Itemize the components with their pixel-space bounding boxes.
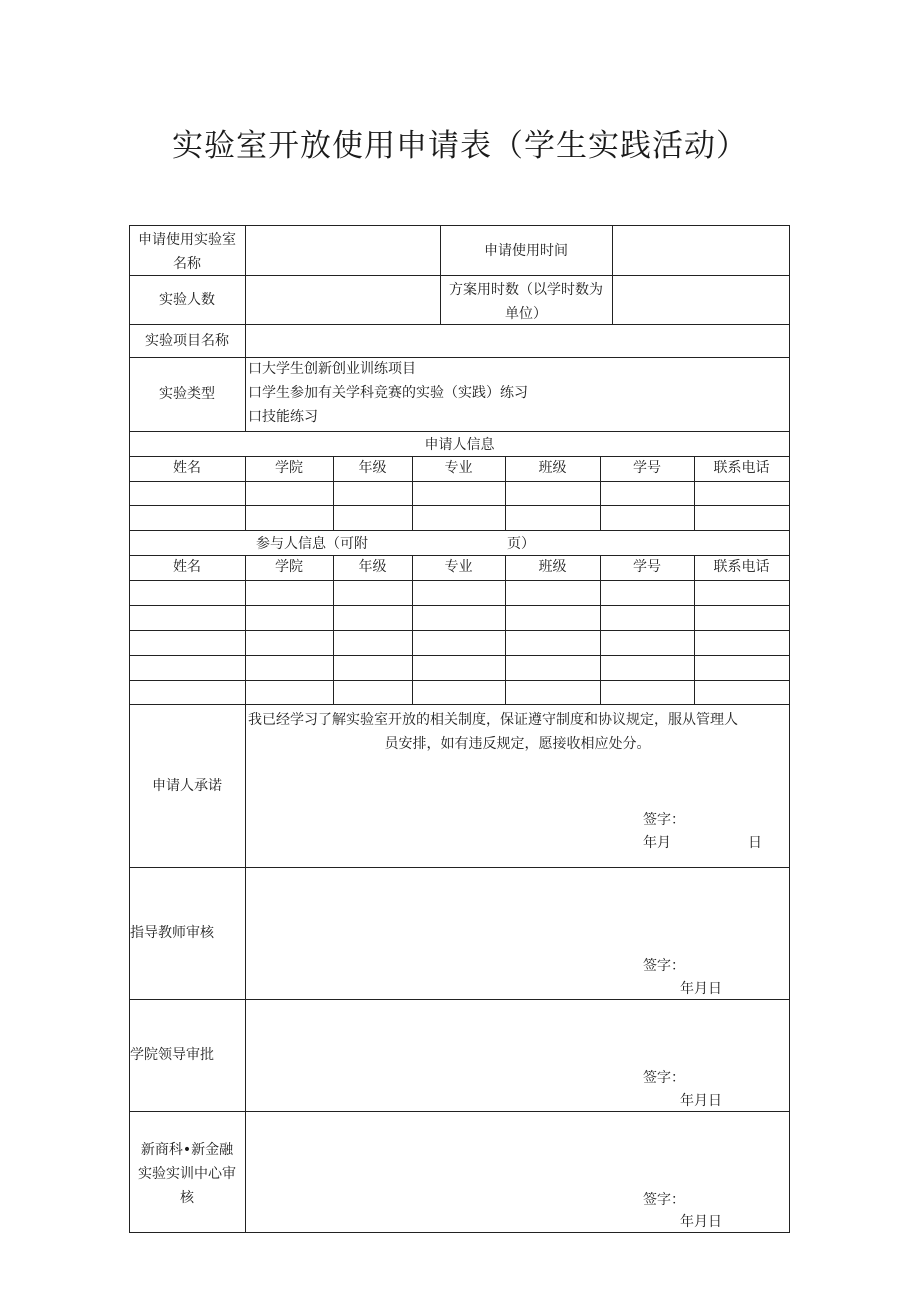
type-options (248, 357, 788, 429)
column-header: 班级 (538, 559, 567, 575)
participant-row[interactable] (130, 681, 789, 704)
column-header: 学院 (275, 460, 303, 476)
time-label: 申请使用时间 (484, 243, 568, 259)
teacher-review-label: 指导教师审核 (130, 925, 214, 941)
commitment-label: 申请人承诺 (152, 778, 222, 794)
college-approval-field[interactable] (246, 1000, 789, 1060)
participant-row[interactable] (130, 606, 789, 630)
column-header: 专业 (444, 460, 473, 476)
page-title: 实验室开放使用申请表（学生实践活动） (172, 128, 748, 164)
column-header: 学院 (275, 559, 303, 575)
teacher-sign-label: 签字： (643, 958, 685, 974)
center-review-label: 新商科•新金融 实验实训中心审 核 (138, 1142, 236, 1206)
column-header: 学号 (633, 559, 661, 575)
project-field[interactable] (246, 325, 789, 357)
teacher-date: 年月日 (680, 981, 722, 997)
rule (129, 530, 790, 531)
applicant-section-title: 申请人信息 (424, 437, 495, 453)
commitment-sign-label: 签字： (643, 812, 685, 828)
people-field[interactable] (246, 276, 440, 324)
column-header: 专业 (444, 559, 473, 575)
college-date: 年月日 (680, 1093, 722, 1109)
college-approval-label: 学院领导审批 (130, 1047, 214, 1063)
project-label: 实验项目名称 (145, 333, 229, 349)
people-label: 实验人数 (159, 292, 215, 308)
commitment-date-ym: 年月 (643, 835, 671, 851)
hours-field[interactable] (613, 276, 789, 324)
participant-section-title-part1: 参与人信息（可附 (256, 536, 368, 552)
column-header: 联系电话 (713, 559, 770, 575)
column-header: 姓名 (173, 559, 201, 575)
column-header: 学号 (633, 460, 661, 476)
column-header: 联系电话 (713, 460, 770, 476)
type-label: 实验类型 (159, 386, 215, 402)
center-review-field[interactable] (246, 1112, 789, 1182)
column-header: 年级 (358, 460, 387, 476)
column-header: 年级 (358, 559, 387, 575)
lab-name-field[interactable] (246, 226, 440, 275)
college-sign-label: 签字： (643, 1070, 685, 1086)
type-option-skills[interactable]: 口技能练习 (248, 409, 318, 425)
teacher-review-field[interactable] (246, 868, 789, 948)
column-header: 班级 (538, 460, 567, 476)
applicant-row[interactable] (130, 482, 789, 505)
hours-label: 方案用时数（以学时数为 单位） (449, 282, 603, 322)
type-option-competition[interactable]: 口学生参加有关学科竞赛的实验（实践）练习 (248, 385, 528, 401)
rule (129, 431, 790, 432)
commitment-date-d: 日 (748, 835, 762, 851)
participant-row[interactable] (130, 656, 789, 680)
commitment-text-line2: 员安排，如有违反规定，愿接收相应处分。 (384, 736, 651, 752)
participant-section-title-part2: 页） (507, 536, 535, 552)
rule (129, 225, 130, 1233)
center-date: 年月日 (680, 1214, 722, 1230)
rule (129, 704, 790, 705)
commitment-text-line1: 我已经学习了解实验室开放的相关制度，保证遵守制度和协议规定，服从管理人 (248, 712, 738, 728)
type-option-innovation[interactable]: 口大学生创新创业训练项目 (248, 361, 416, 377)
center-sign-label: 签字： (643, 1192, 685, 1208)
lab-name-label: 申请使用实验室 名称 (138, 232, 236, 272)
time-field[interactable] (613, 226, 789, 275)
participant-row[interactable] (130, 631, 789, 655)
participant-row[interactable] (130, 581, 789, 605)
column-header: 姓名 (173, 460, 201, 476)
applicant-row[interactable] (130, 506, 789, 530)
